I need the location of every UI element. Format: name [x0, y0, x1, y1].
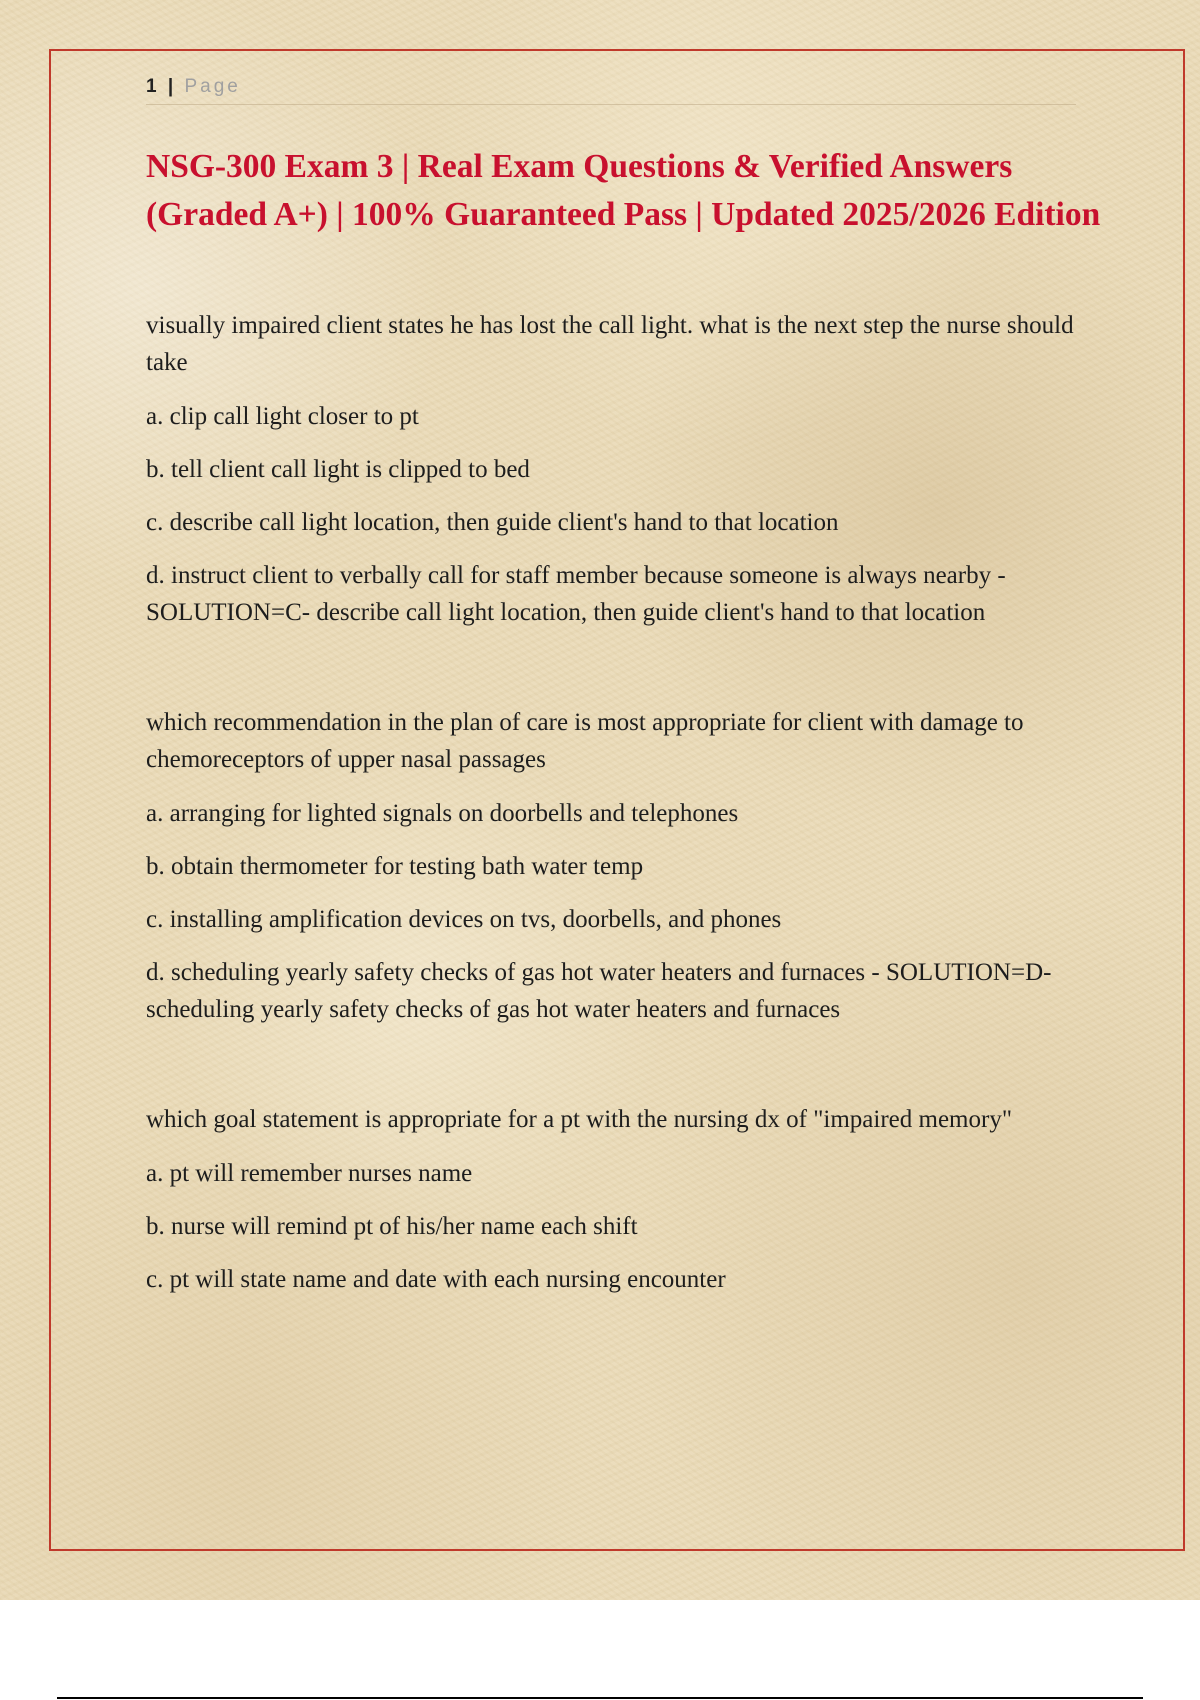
- page-separator: |: [167, 76, 175, 97]
- question-text: which goal statement is appropriate for a pt with the nursing dx of "impaired memory": [146, 1106, 1013, 1133]
- answer-option: c. describe call light location, then guide client's hand to that location: [146, 509, 839, 536]
- question-block: [146, 1101, 1076, 1298]
- document-title: NSG-300 Exam 3 | Real Exam Questions & Verified Answers (Graded A+) | 100% Guaranteed Pass | Updated 2025/2026 Edition: [146, 148, 1101, 233]
- question-list: [146, 307, 1076, 1298]
- footer-divider: [57, 1697, 1143, 1699]
- question-text: which recommendation in the plan of care is most appropriate for client with damage to chemoreceptors of upper nasal passages: [146, 709, 1024, 773]
- page-header: [146, 76, 1076, 105]
- answer-option: a. arranging for lighted signals on doorbells and telephones: [146, 800, 739, 827]
- answer-option: a. pt will remember nurses name: [146, 1160, 473, 1187]
- question-spacer: [146, 631, 1076, 704]
- answer-option-with-solution: d. scheduling yearly safety checks of gas hot water heaters and furnaces - SOLUTION=D- scheduling yearly safety checks of gas hot water heaters and furnaces: [146, 959, 1052, 1023]
- page-number: 1: [146, 76, 158, 97]
- answer-option: b. nurse will remind pt of his/her name each shift: [146, 1213, 638, 1240]
- question-block: [146, 307, 1076, 631]
- answer-option: b. obtain thermometer for testing bath water temp: [146, 853, 644, 880]
- answer-option: c. pt will state name and date with each nursing encounter: [146, 1266, 726, 1293]
- question-spacer: [146, 1028, 1076, 1101]
- question-text: visually impaired client states he has lost the call light. what is the next step the nurse should take: [146, 312, 1074, 376]
- answer-option: a. clip call light closer to pt: [146, 403, 419, 430]
- answer-option-with-solution: d. instruct client to verbally call for staff member because someone is always nearby - SOLUTION=C- describe call light location, then guide client's hand to that location: [146, 562, 1006, 626]
- answer-option: c. installing amplification devices on tvs, doorbells, and phones: [146, 906, 782, 933]
- question-block: [146, 704, 1076, 1028]
- answer-option: b. tell client call light is clipped to bed: [146, 456, 530, 483]
- page-label: Page: [184, 76, 241, 97]
